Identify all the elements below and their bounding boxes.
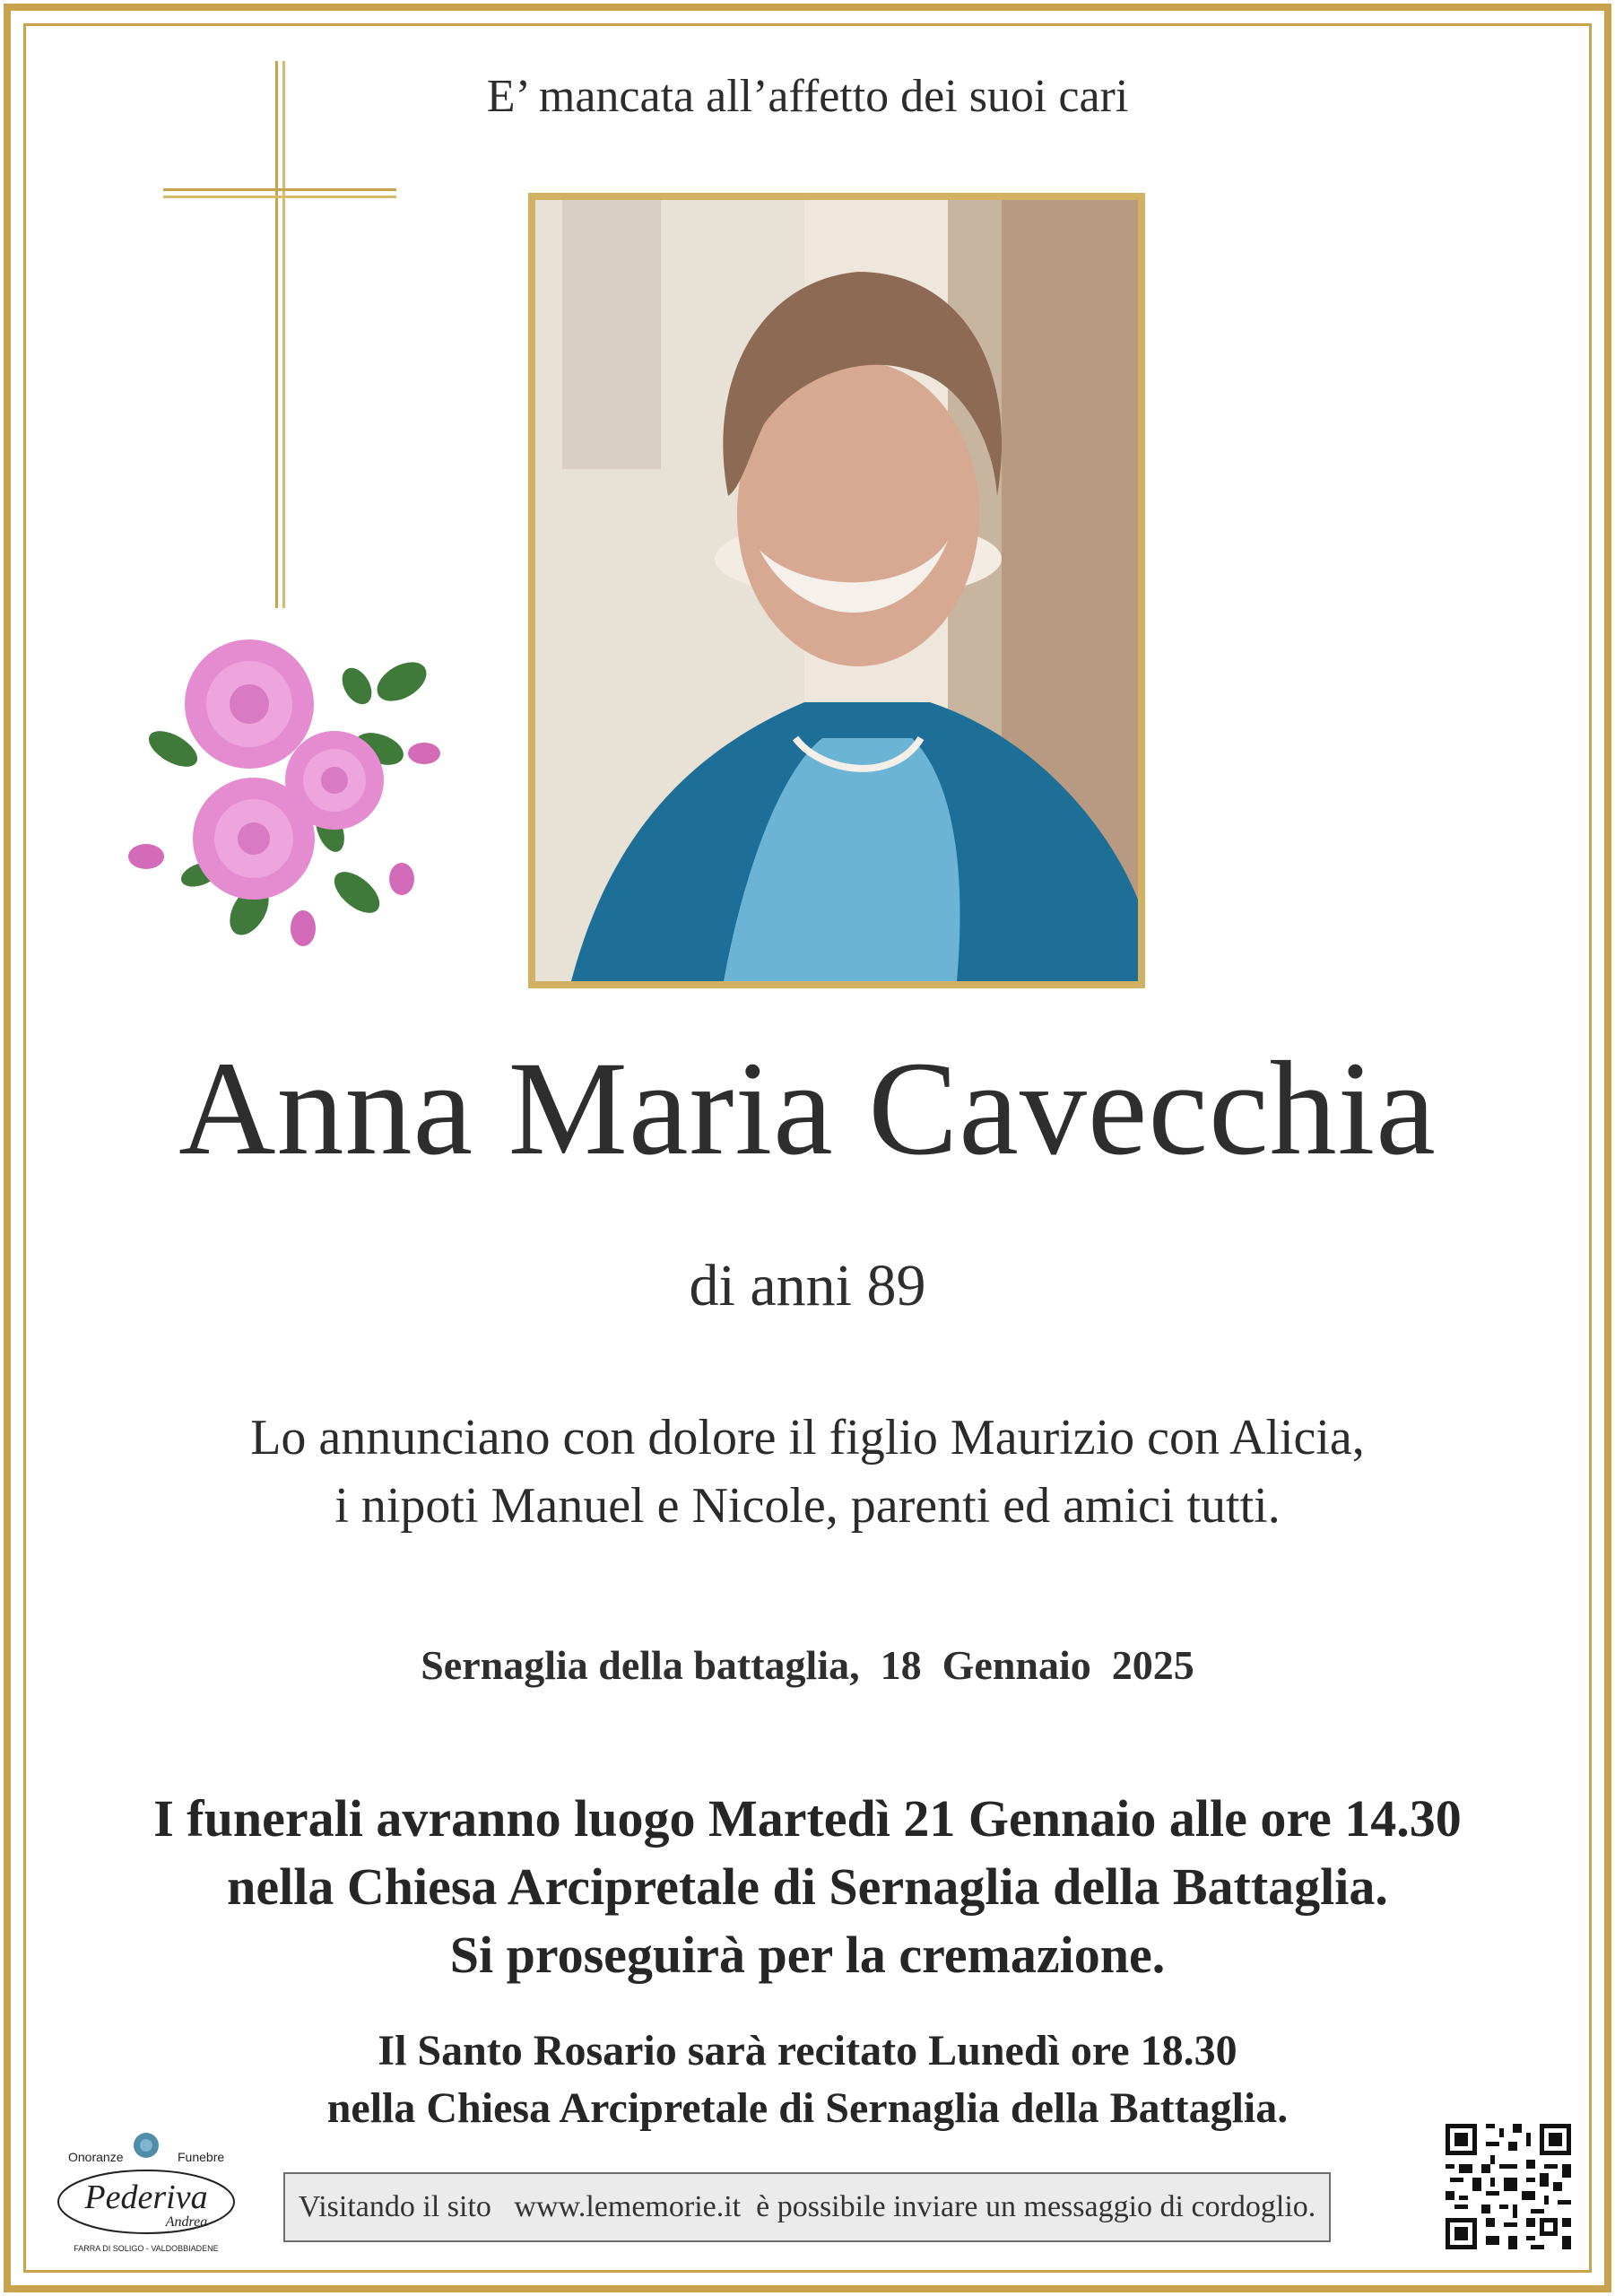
pink-roses-decoration [106, 632, 456, 964]
qr-code-icon[interactable] [1446, 2124, 1571, 2249]
header-text: E’ mancata all’affetto dei suoi cari [486, 71, 1129, 122]
funeral-line-2: nella Chiesa Arcipretale di Sernaglia della Battaglia. [227, 1857, 1388, 1916]
logo-brand: Pederiva [84, 2179, 208, 2216]
funeral-line-1: I funerali avranno luogo Martedì 21 Gennaio alle ore 14.30 [153, 1789, 1462, 1848]
rosary-info [0, 2022, 1615, 2137]
logo-address: FARRA DI SOLIGO - VALDOBBIADENE [74, 2244, 219, 2253]
funeral-line-3: Si proseguirà per la cremazione. [449, 1926, 1166, 1984]
rosary-line-2: nella Chiesa Arcipretale di Sernaglia della Battaglia. [326, 2084, 1289, 2132]
deceased-age: di anni 89 [689, 1253, 926, 1318]
cross-icon [163, 61, 414, 608]
deceased-name: Anna Maria Cavecchia [178, 1034, 1437, 1183]
announcement-line-2: i nipoti Manuel e Nicole, parenti ed amici tutti. [334, 1478, 1281, 1534]
funeral-info [0, 1785, 1615, 1989]
logo-sub: Andrea [165, 2214, 208, 2230]
portrait-photo [528, 193, 1145, 988]
place-and-date: Sernaglia della battaglia, 18 Gennaio 2025 [421, 1642, 1194, 1688]
funeral-home-logo [52, 2126, 240, 2260]
announcement-line-1: Lo annunciano con dolore il figlio Maurizio con Alicia, [250, 1410, 1365, 1465]
logo-top-left: Onoranze [68, 2150, 124, 2164]
condolence-notice: Visitando il sito www.lememorie.it è possibile inviare un messaggio di cordoglio. [283, 2172, 1331, 2242]
logo-top-right: Funebre [178, 2150, 225, 2164]
announcement [0, 1404, 1615, 1540]
rosary-line-1: Il Santo Rosario sarà recitato Lunedì ore 18.30 [378, 2027, 1237, 2074]
